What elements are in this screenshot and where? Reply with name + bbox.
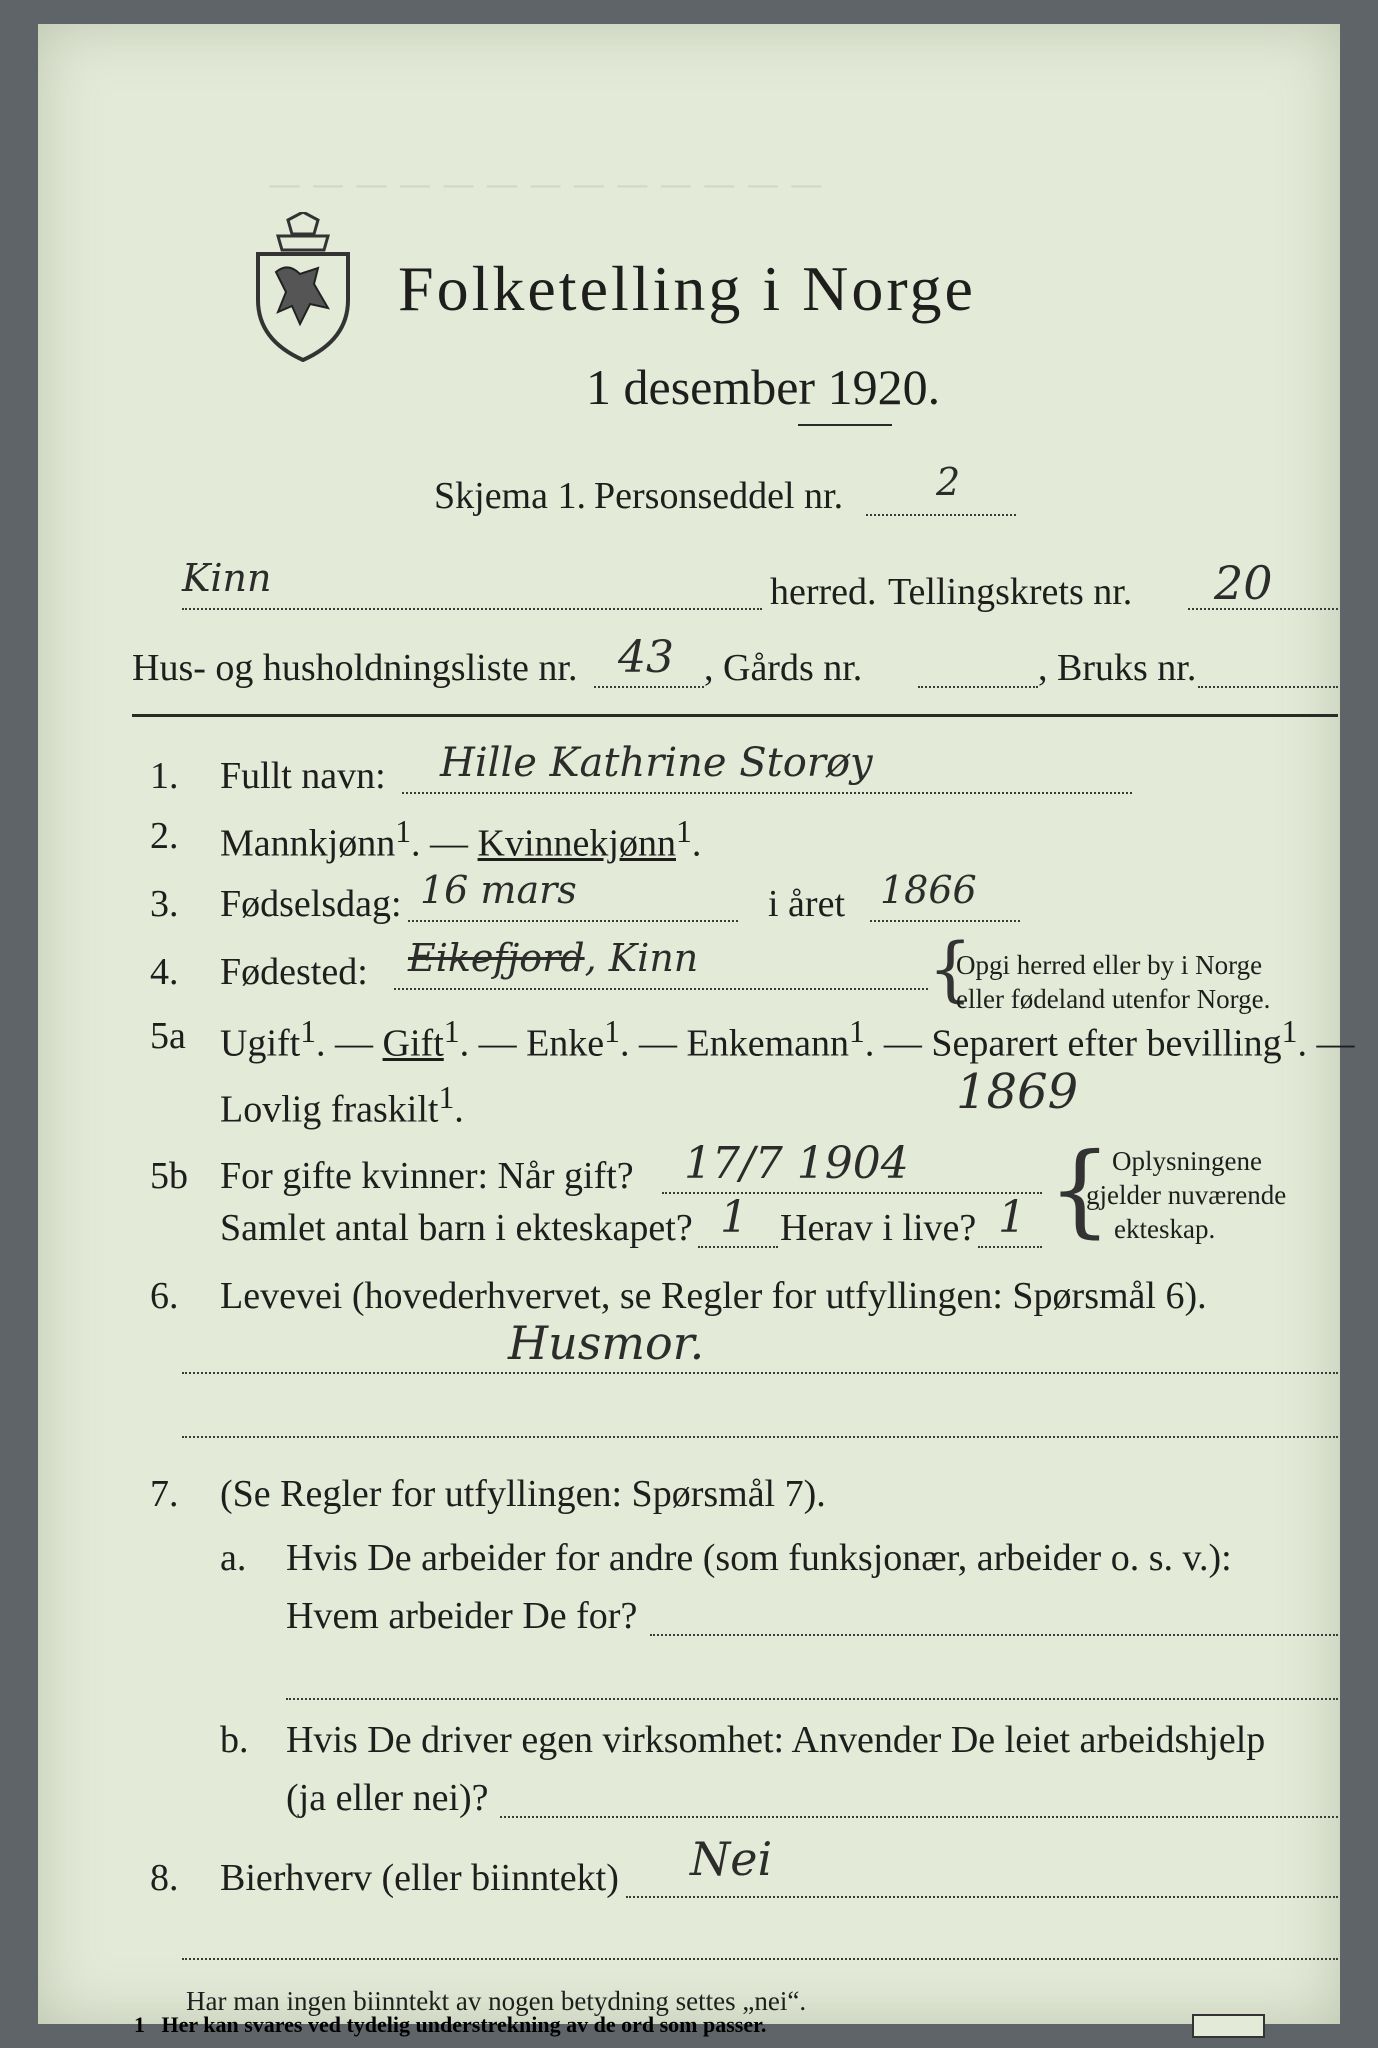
form-number: Skjema 1. [434,475,586,517]
herred-label: herred. [770,571,877,613]
footnote [134,2012,766,2038]
hus-line [594,686,704,688]
q4-struck-value: Eikefjord [408,936,585,980]
divider [798,424,892,426]
q8-value: Nei [690,1832,773,1886]
q3-year-label: i året [768,883,846,925]
form-date: 1 desember 1920. [586,359,941,415]
q7b-line2: (ja eller nei)? [286,1777,489,1819]
q1-value: Hille Kathrine Storøy [440,740,873,786]
tellingskrets-line [1188,608,1338,610]
q6-label: Levevei (hovederhvervet, se Regler for utfyllingen: Spørsmål 6). [220,1275,1207,1317]
q5b-live-value: 1 [998,1192,1026,1243]
bruks-line [1198,686,1338,688]
hus-value: 43 [618,632,674,683]
q7a-letter: a. [220,1537,247,1579]
q7a-extra-line [286,1698,1338,1700]
herred-value: Kinn [182,556,272,600]
q4-note-line1: Opgi herred eller by i Norge [956,950,1263,980]
q3-year-line [870,920,1020,922]
q5b-barn-label: Samlet antal barn i ekteskapet? [220,1207,693,1249]
q5b-note-line2: gjelder nuværende [1086,1180,1287,1210]
q5b-note-line3: ekteskap. [1114,1214,1216,1244]
hus-label: Hus- og husholdningsliste nr. [132,647,578,689]
q7-number: 7. [150,1473,179,1515]
herred-line [182,608,762,610]
tellingskrets-label: Tellingskrets nr. [888,571,1133,613]
q7-label: (Se Regler for utfyllingen: Spørsmål 7). [220,1473,826,1515]
gards-line [918,686,1038,688]
q6-line1 [182,1372,1338,1374]
q5b-number: 5b [150,1155,188,1197]
q4-kept-value: , Kinn [584,936,699,980]
bruks-label: , Bruks nr. [1038,647,1197,689]
bleed-through-text: — — — — — — — — — — — — — [268,164,823,203]
q5a-option-enkemann: Enkemann [686,1022,850,1065]
footnote-mark: 1 [134,2012,145,2037]
q5b-line [662,1192,1042,1194]
q3-number: 3. [150,883,179,925]
q6-value: Husmor. [508,1316,705,1370]
q7a-line [650,1634,1338,1636]
q4-bracket: { [928,928,973,1010]
q2-options: Mannkjønn$^1$. — Kvinnekjønn$^1$. [220,814,702,865]
section-divider [132,714,1338,717]
q5b-label: For gifte kvinner: Når gift? [220,1155,634,1197]
q3-value: 16 mars [420,868,577,912]
form-title: Folketelling i Norge [398,253,976,324]
census-form [38,24,1355,2024]
q3-label: Fødselsdag: [220,883,402,925]
q1-number: 1. [150,755,179,797]
tellingskrets-value: 20 [1214,556,1273,610]
q5b-barn-value: 1 [720,1192,748,1243]
q8-note: Har man ingen biinntekt av nogen betydning settes „nei“. [186,1986,807,2016]
q5b-bracket: { [1048,1131,1112,1248]
personseddel-value: 2 [936,460,961,504]
q3-line [408,920,738,922]
q5a-extra-value: 1869 [956,1064,1079,1120]
q6-line2 [182,1436,1338,1438]
q4-value [408,936,698,980]
q4-note-line2: eller fødeland utenfor Norge. [956,984,1271,1014]
q7b-letter: b. [220,1719,249,1761]
q7a-line2: Hvem arbeider De for? [286,1595,638,1637]
q5b-live-label: Herav i live? [780,1207,977,1249]
q2-end: . [691,822,702,865]
q7a-line1: Hvis De arbeider for andre (som funksjonær, arbeider o. s. v.): [286,1537,1232,1579]
q7b-line [500,1816,1338,1818]
q5a-options: Ugift$^1$. — Gift$^1$. — Enke$^1$. — Enkemann$^1$. — Separert efter bevilling$^1$. — [220,1014,1355,1065]
q2-option-female: Kvinnekjønn [477,822,676,865]
q5b-live-line [978,1246,1042,1248]
q5a-option-gift: Gift [382,1022,444,1065]
q5a-option-fraskilt: Lovlig fraskilt$^1$. [220,1080,464,1131]
q4-label: Fødested: [220,951,368,993]
q5a-fraskilt-label: Lovlig fraskilt [220,1088,439,1131]
q8-number: 8. [150,1857,179,1899]
q7b-line1: Hvis De driver egen virksomhet: Anvender De leiet arbeidshjelp [286,1719,1266,1761]
q8-line [626,1896,1338,1898]
q2-option-male: Mannkjønn [220,822,396,865]
q3-year-value: 1866 [880,868,977,912]
q5b-note-line1: Oplysningene [1112,1146,1262,1176]
q1-label: Fullt navn: [220,755,386,797]
q6-number: 6. [150,1275,179,1317]
coat-of-arms-icon [248,212,358,362]
q2-number: 2. [150,815,179,857]
q5a-option-enke: Enke [526,1022,605,1065]
footnote-text: Her kan svares ved tydelig understrekning av de ord som passer. [161,2012,767,2037]
q2-separator: . — [411,822,469,865]
printer-stamp [1192,2014,1265,2038]
gards-label: , Gårds nr. [704,647,863,689]
q4-line [394,988,928,990]
q5b-value: 17/7 1904 [684,1138,909,1189]
personseddel-label: Personseddel nr. [594,475,844,517]
q5a-number: 5a [150,1015,186,1057]
q5a-option-ugift: Ugift [220,1022,301,1065]
q5a-option-separert: Separert efter bevilling [931,1022,1282,1065]
q8-label: Bierhverv (eller biinntekt) [220,1857,619,1899]
q1-line [402,792,1132,794]
q5b-barn-line [698,1246,778,1248]
q8-extra-line [182,1958,1338,1960]
personseddel-line [866,514,1016,516]
q4-number: 4. [150,951,179,993]
